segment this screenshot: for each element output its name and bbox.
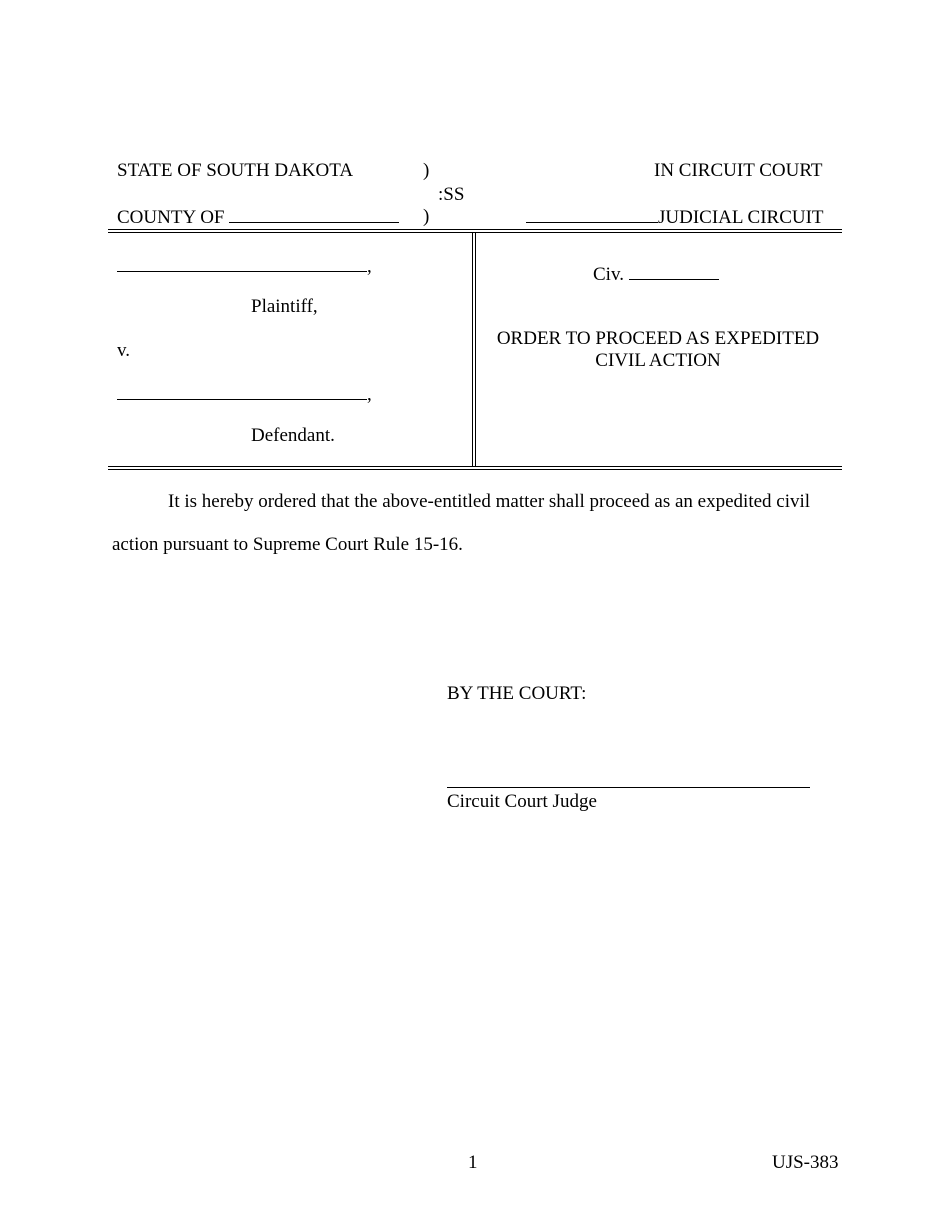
defendant-comma: ,	[367, 384, 372, 405]
county-label: COUNTY OF	[117, 207, 225, 228]
judge-signature-line[interactable]	[447, 787, 810, 788]
plaintiff-name-blank[interactable]	[117, 257, 367, 272]
civ-label: Civ.	[593, 264, 624, 285]
by-the-court-label: BY THE COURT:	[447, 683, 587, 704]
defendant-name-line	[117, 384, 372, 406]
defendant-label: Defendant.	[251, 425, 335, 446]
judicial-circuit-line	[526, 206, 824, 229]
caption-divider-2	[475, 232, 476, 467]
circuit-number-blank[interactable]	[526, 206, 658, 223]
state-label: STATE OF SOUTH DAKOTA	[117, 160, 354, 181]
page-number: 1	[468, 1152, 478, 1173]
versus-label: v.	[117, 340, 131, 361]
plaintiff-label: Plaintiff,	[251, 296, 318, 317]
caption-top-rule-1	[108, 229, 842, 230]
plaintiff-name-line	[117, 256, 372, 278]
form-id: UJS-383	[772, 1152, 839, 1173]
defendant-name-blank[interactable]	[117, 385, 367, 400]
caption-paren-bottom: )	[423, 206, 430, 227]
caption-paren-top: )	[423, 160, 430, 181]
ss-label: :SS	[438, 184, 465, 205]
plaintiff-comma: ,	[367, 256, 372, 277]
civ-number-blank[interactable]	[629, 265, 719, 280]
judge-title: Circuit Court Judge	[447, 791, 597, 812]
order-text-line1: It is hereby ordered that the above-entitled matter shall proceed as an expedited civil	[168, 491, 811, 512]
caption-divider-1	[472, 232, 473, 467]
order-text-line2: action pursuant to Supreme Court Rule 15-16.	[112, 534, 463, 555]
document-title-line2: CIVIL ACTION	[595, 350, 721, 371]
county-line	[117, 206, 399, 229]
civ-number-line	[593, 264, 719, 286]
caption-bottom-rule-1	[108, 466, 842, 467]
county-blank[interactable]	[229, 206, 399, 223]
court-label: IN CIRCUIT COURT	[654, 160, 823, 181]
judicial-circuit-label: JUDICIAL CIRCUIT	[658, 207, 824, 228]
caption-bottom-rule-2	[108, 469, 842, 470]
document-title-line1: ORDER TO PROCEED AS EXPEDITED	[496, 328, 820, 349]
